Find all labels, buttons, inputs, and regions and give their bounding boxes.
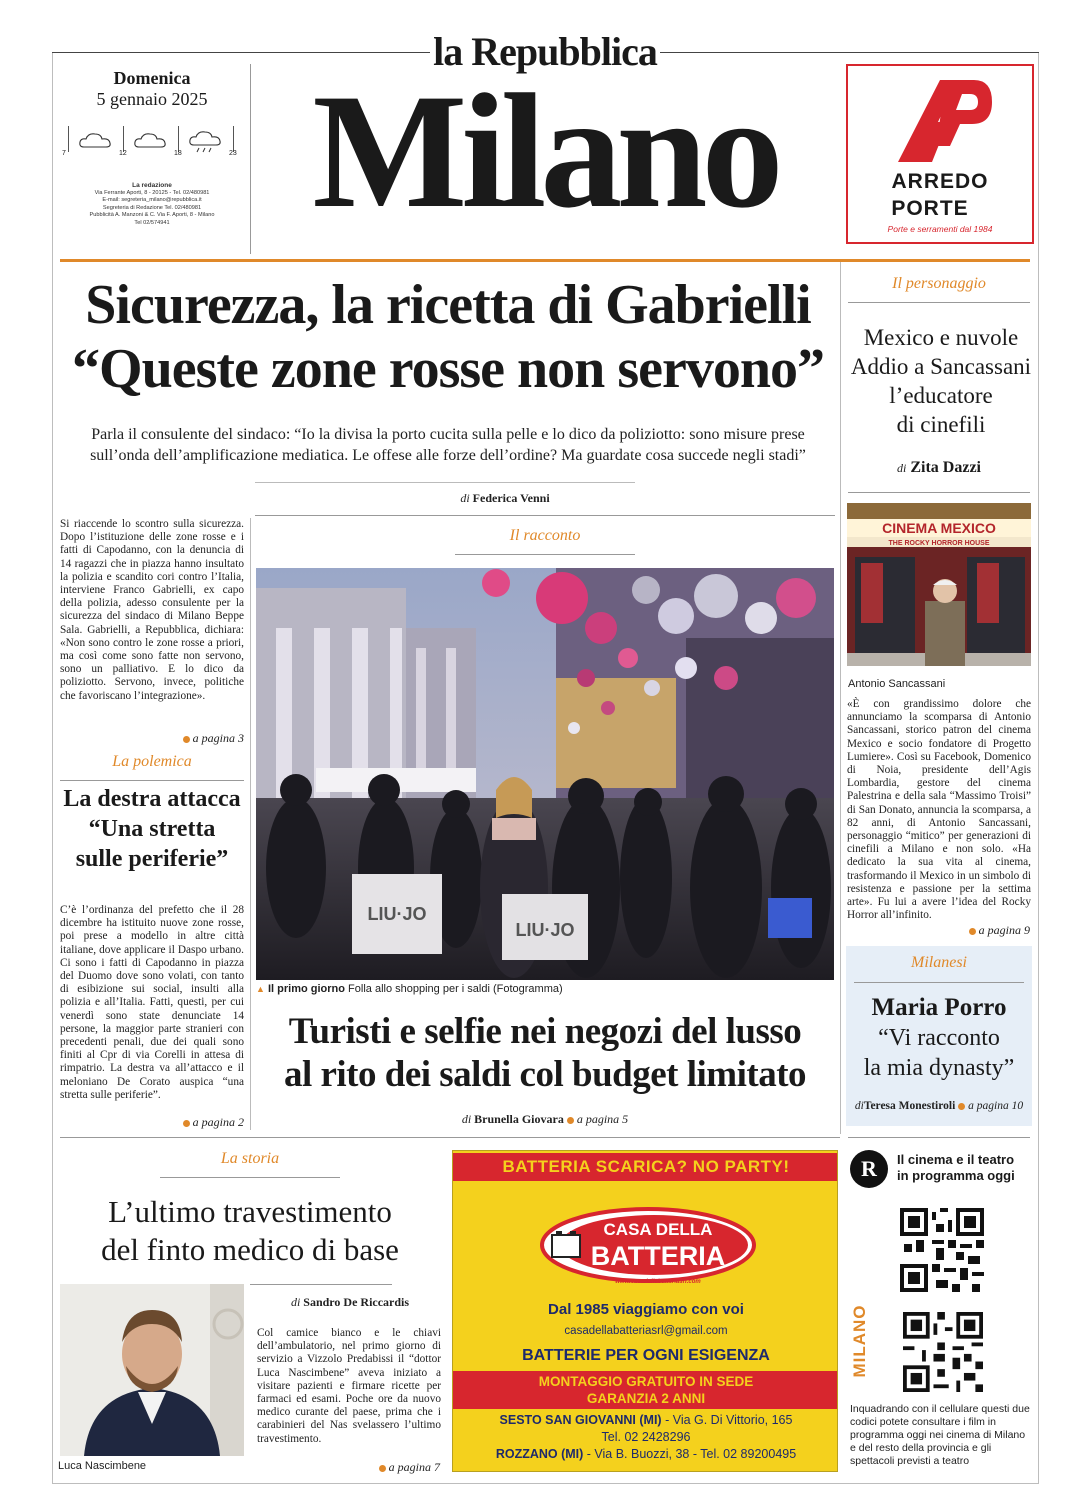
redazione-line: Tel 02/574941 — [134, 219, 170, 226]
byline-prefix: di — [461, 1112, 472, 1126]
battery-tagline: BATTERIE PER OGNI ESIGENZA — [522, 1347, 770, 1364]
masthead-rule-left — [52, 52, 430, 53]
milanesi-byline — [842, 1100, 1036, 1112]
ref-dot-icon — [958, 1103, 965, 1110]
luca-nascimbene-photo[interactable] — [60, 1284, 244, 1456]
qr-code-cinema[interactable] — [900, 1208, 984, 1292]
polemica-headline-2: “Una stretta — [88, 816, 216, 842]
lead-page-ref — [150, 731, 244, 746]
r-logo-icon — [850, 1150, 888, 1188]
lead-headline-1[interactable]: Sicurezza, la ricetta di Gabrielli — [85, 274, 811, 336]
ap-logo-icon — [888, 76, 996, 168]
cinema-mexico-image — [847, 503, 1031, 666]
page-ref-text: a pagina 2 — [192, 1115, 244, 1129]
location-address: - Via G. Di Vittorio, 165 — [661, 1413, 793, 1427]
lead-body: Si riaccende lo scontro sulla sicurezza. Dopo l’istituzione delle zone rosse e i fatti di Capodanno, con la denuncia di 14 ragazzi che in piazza hanno insultato la polizia e scandito cori contro l’Italia, interviene Franco Gabrielli, ex capo della polizia, adesso consulente per la sicurezza del sindaco di Milano Beppe Sala. Gabrielli, a Repubblica, dichiara: «Non sono contro le zone rosse a priori, ma così come sono fatte non servono, sono un palliativo. E lo dico da poliziotto. Servono, invece, politiche che favoriscano l’integrazione». — [60, 518, 244, 702]
column-divider — [250, 518, 251, 1130]
personaggio-headline-line: Mexico e nuvole — [863, 325, 1019, 350]
qr-code-teatro[interactable] — [903, 1312, 983, 1392]
milanesi-rule — [854, 982, 1024, 983]
cinema-box-title-2: in programma oggi — [897, 1168, 1015, 1183]
redazione-line: Segreteria di Redazione Tel. 02/480981 — [102, 204, 202, 211]
ad-line-arredo: ARREDO — [891, 170, 989, 193]
battery-logo-line-1: CASA DELLA — [603, 1220, 713, 1239]
battery-location-1 — [453, 1413, 838, 1427]
byline-author: Zita Dazzi — [910, 459, 981, 476]
redazione-title: La redazione — [132, 182, 172, 189]
page-ref-text: a pagina 7 — [388, 1460, 440, 1474]
byline-prefix: di — [290, 1295, 301, 1309]
byline-prefix: di — [854, 1100, 864, 1112]
personaggio-rule-2 — [848, 492, 1030, 493]
milanesi-kicker: Milanesi — [911, 954, 967, 971]
qr-code-icon — [903, 1312, 983, 1392]
storia-kicker: La storia — [220, 1150, 280, 1167]
photo-caption-text: Folla allo shopping per i saldi (Fotogramma) — [348, 983, 563, 995]
weather-temp: 23 — [229, 150, 237, 157]
personaggio-headline-line: Addio a Sancassani — [850, 354, 1032, 379]
weather-strip — [62, 122, 242, 160]
shopping-crowd-image — [256, 568, 834, 980]
milanesi-quote-1: “Vi racconto — [878, 1025, 1000, 1051]
battery-ad-banner: BATTERIA SCARICA? NO PARTY! — [453, 1153, 838, 1181]
masthead-divider-left — [250, 64, 251, 254]
weather-divider — [68, 126, 69, 152]
battery-logo-line-2: BATTERIA — [590, 1241, 726, 1271]
masthead-date-box — [60, 68, 244, 110]
weather-divider — [178, 126, 179, 152]
ref-dot-icon — [567, 1117, 574, 1124]
page-ref-text: a pagina 3 — [192, 731, 244, 745]
ad-tagline: Porte e serramenti dal 1984 — [887, 224, 993, 234]
personaggio-photo-caption: Antonio Sancassani — [848, 678, 946, 690]
r-logo-letter: R — [861, 1156, 877, 1181]
page-ref-text: a pagina 9 — [978, 923, 1030, 937]
byline-author: Federica Venni — [472, 491, 550, 505]
qr-code-icon — [900, 1208, 984, 1292]
arredo-porte-ad[interactable] — [846, 64, 1034, 244]
portrait-image — [60, 1284, 244, 1456]
column-divider-right — [840, 262, 841, 1134]
shop-sign: LIU·JO — [515, 920, 575, 940]
storia-headline-2: del finto medico di base — [101, 1232, 399, 1267]
cloud-icon — [133, 130, 169, 150]
byline-author: Sandro De Riccardis — [303, 1295, 410, 1309]
cinema-sign-text: CINEMA MEXICO — [882, 520, 996, 536]
racconto-kicker: Il racconto — [509, 527, 581, 544]
polemica-page-ref — [150, 1115, 244, 1130]
byline-prefix: di — [460, 491, 470, 505]
page-ref-text: a pagina 5 — [576, 1112, 629, 1126]
lead-rule-2 — [255, 515, 835, 516]
weather-divider — [123, 126, 124, 152]
storia-body: Col camice bianco e le chiavi dell’ambulatorio, nel primo giorno di servizio a Vizzolo Predabissi il “dottor Luca Nascimbene” aveva iniziato a visitare pazienti e firmare ricette per farmaci ed esami. Poche ore da nuovo medico curante del paese, prima che i carabinieri del Nas svelassero l’ultimo travestimento. — [257, 1327, 441, 1445]
polemica-headline-1: La destra attacca — [63, 786, 241, 812]
racconto-headline-2: al rito dei saldi col budget limitato — [283, 1054, 807, 1095]
cinema-box-top-rule — [848, 1137, 1030, 1138]
battery-ad[interactable] — [452, 1150, 838, 1472]
battery-red-line-1: MONTAGGIO GRATUITO IN SEDE — [538, 1374, 754, 1389]
battery-location-2 — [453, 1447, 838, 1461]
storia-page-ref — [340, 1460, 440, 1475]
racconto-rule — [455, 554, 635, 555]
storia-headline-1: L’ultimo travestimento — [108, 1194, 392, 1229]
lead-rule — [255, 482, 635, 483]
location-address: - Via B. Buozzi, 38 - Tel. 02 89200495 — [583, 1447, 797, 1461]
rain-cloud-icon — [188, 128, 224, 154]
storia-rule — [160, 1177, 340, 1178]
day-label: Domenica — [113, 68, 191, 88]
lead-byline — [255, 491, 755, 506]
polemica-headline-3: sulle periferie” — [75, 846, 229, 872]
racconto-headline-1: Turisti e selfie nei negozi del lusso — [288, 1011, 802, 1052]
triangle-icon: ▲ — [256, 984, 265, 994]
edition-title: Milano — [312, 61, 778, 242]
cinema-box-text: Inquadrando con il cellulare questi due codici potete consultare i film in programma oggi nei cinema di Milano e del resto della provincia e gli spettacoli previsti a teatro — [850, 1403, 1030, 1467]
redazione-line: E-mail: segreteria_milano@repubblica.it — [102, 197, 202, 204]
weather-divider — [233, 126, 234, 152]
racconto-byline — [256, 1112, 834, 1127]
byline-author: Brunella Giovara — [474, 1112, 564, 1126]
date-label: 5 gennaio 2025 — [96, 89, 208, 109]
storia-headline[interactable] — [60, 1193, 440, 1269]
cinema-sub-text: THE ROCKY HORROR HOUSE — [888, 540, 990, 547]
ref-dot-icon — [183, 736, 190, 743]
racconto-headline[interactable] — [256, 1010, 834, 1096]
cinema-box-side-label: MILANO — [850, 1304, 869, 1378]
redazione-line: Via Ferrante Aporti, 8 - 20125 - Tel. 02/480981 — [94, 189, 210, 196]
byline-author: Teresa Monestiroli — [863, 1100, 956, 1112]
ref-dot-icon — [183, 1120, 190, 1127]
battery-red-box — [453, 1371, 838, 1409]
weather-temp: 18 — [174, 150, 182, 157]
cloud-icon — [78, 130, 114, 150]
section-divider — [60, 1137, 840, 1138]
personaggio-headline-line: di cinefili — [896, 412, 986, 437]
polemica-kicker: La polemica — [112, 753, 192, 770]
redazione-box — [60, 182, 244, 228]
milanesi-name: Maria Porro — [871, 994, 1007, 1021]
location-city: SESTO SAN GIOVANNI (MI) — [499, 1413, 662, 1427]
weather-temp: 7 — [62, 150, 66, 157]
lead-headline-2[interactable]: “Queste zone rosse non servono” — [72, 338, 824, 400]
battery-email[interactable]: casadellabatteriasrl@gmail.com — [564, 1325, 728, 1337]
battery-red-line-2: GARANZIA 2 ANNI — [586, 1391, 706, 1406]
personaggio-body: «È con grandissimo dolore che annunciamo la scomparsa di Antonio Sancassani, storico patron del cinema Mexico e socio fondatore di Progetto Lumiere». Così su Facebook, Domenico di Noia, presidente dell’Agis Lombardia, gestore del cinema Palestrina e della sala “Massimo Troisi” di San Donato, annuncia la scomparsa, a 82 anni, di Antonio Sancassani, personaggio “mitico” per generazioni di cinefili a Milano e non solo. «Ha dedicato la sua vita al cinema, trasformando il Mexico in un simbolo di resistenza e passione per la settima arte». Fu lui a avere l’idea del Rocky Horror all’infinito. — [847, 698, 1031, 922]
location-city: ROZZANO (MI) — [495, 1447, 584, 1461]
redazione-line: Pubblicità A. Manzoni & C. Via F. Aporti, 8 - Milano — [89, 212, 215, 219]
personaggio-byline — [848, 459, 1030, 477]
battery-location-1-tel: Tel. 02 2428296 — [601, 1430, 691, 1444]
byline-prefix: di — [897, 461, 907, 475]
racconto-photo-caption — [256, 983, 834, 995]
battery-logo-url: www.casadellabatteriasrl.com — [615, 1279, 701, 1285]
personaggio-page-ref — [930, 923, 1030, 938]
masthead-rule-right — [660, 52, 1039, 53]
polemica-rule — [60, 780, 244, 781]
photo-label: Il primo giorno — [267, 983, 345, 995]
page-ref-text: a pagina 10 — [968, 1100, 1024, 1112]
storia-photo-caption: Luca Nascimbene — [58, 1460, 147, 1472]
weather-temp: 12 — [119, 150, 127, 157]
personaggio-kicker: Il personaggio — [892, 275, 986, 292]
battery-since: Dal 1985 viaggiamo con voi — [548, 1301, 744, 1318]
cinema-mexico-photo[interactable] — [847, 503, 1031, 666]
ref-dot-icon — [379, 1465, 386, 1472]
polemica-body: C’è l’ordinanza del prefetto che il 28 dicembre ha istituito nuove zone rosse, poi prese a modello in altre città italiane, dove applicare il Daspo urbano. Ci sono i fatti di Capodanno in piazza del Duomo dove sono volati, con tanto di esibizione sui social, insulti alla polizia e all’Italia. Fatti, questi, per cui venerdì sono state denunciate 14 persone, la maggior parte stranieri con precedenti penali, due dei quali sono finiti al Cpr di via Corelli in attesa di rimpatrio. La destra va all’attacco e il meloniano De Corato auspica “una stretta sulle periferie”. — [60, 904, 244, 1101]
shop-sign: LIU·JO — [367, 904, 427, 924]
personaggio-rule — [848, 302, 1030, 303]
lead-summary: Parla il consulente del sindaco: “Io la divisa la porto cucita sulla pelle e lo dico da poliziotto: sono misure prese sull’onda dell’amplificazione mediatica. Le offese alle forze dell’ordine? Ma guardate cosa succede negli stadi” — [90, 426, 806, 464]
milanesi-quote-2: la mia dynasty” — [863, 1055, 1015, 1081]
milanesi-box[interactable] — [846, 946, 1032, 1126]
battery-logo-icon — [538, 1201, 758, 1293]
ad-line-porte: PORTE — [891, 197, 969, 220]
storia-byline — [250, 1295, 450, 1310]
orange-divider — [60, 259, 1030, 262]
polemica-headline[interactable] — [56, 784, 248, 874]
shopping-crowd-photo[interactable] — [256, 568, 834, 980]
storia-rule-2 — [250, 1284, 392, 1285]
ref-dot-icon — [969, 928, 976, 935]
paper-name: la Repubblica — [433, 29, 657, 74]
cinema-box-title — [897, 1152, 1033, 1184]
cinema-box-title-1: Il cinema e il teatro — [897, 1152, 1015, 1167]
personaggio-headline-line: l’educatore — [889, 383, 993, 408]
personaggio-headline[interactable] — [846, 323, 1036, 439]
